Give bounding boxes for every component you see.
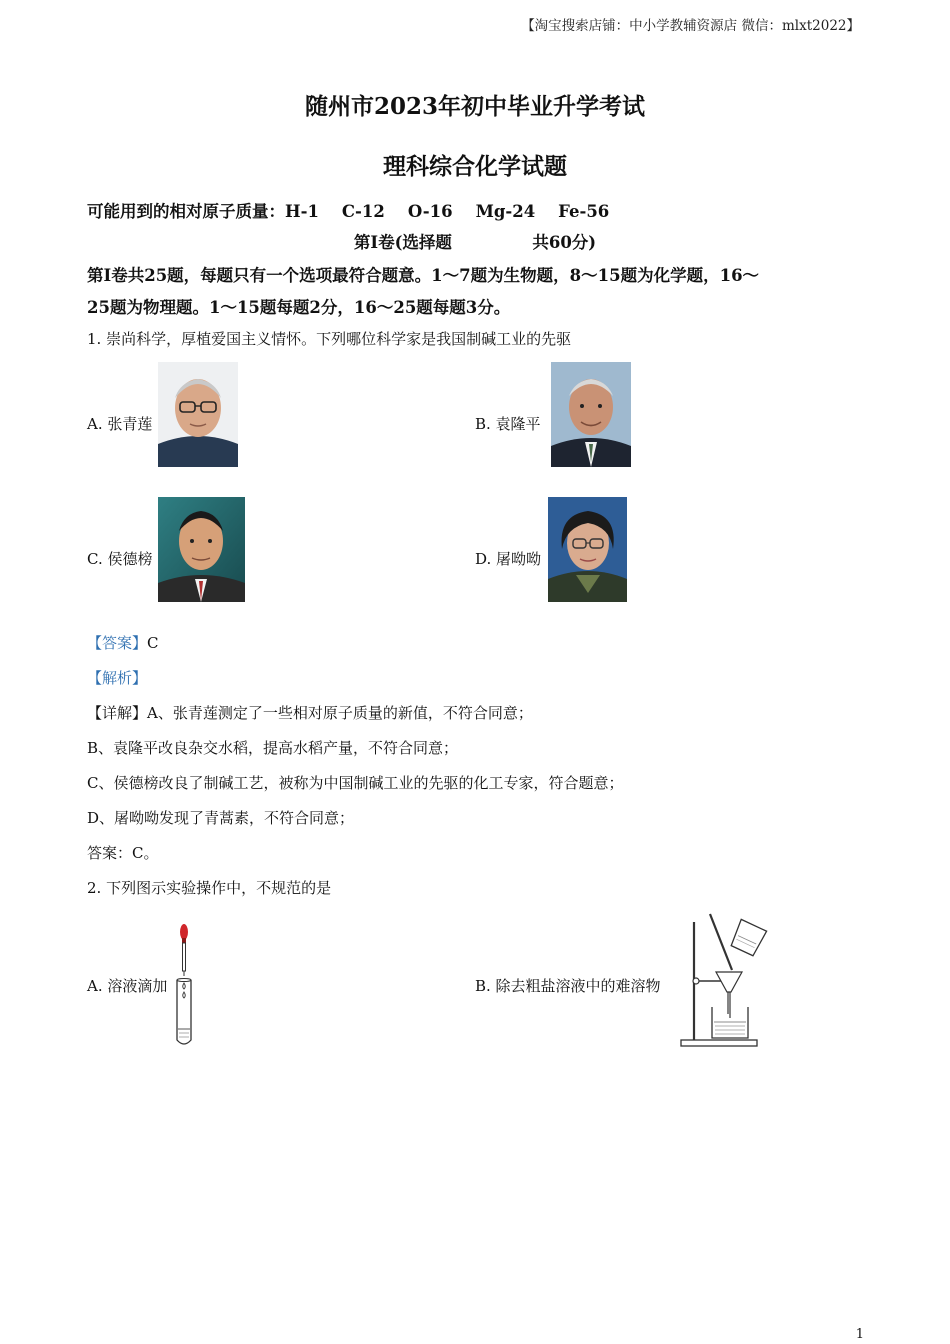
portrait-hou-debang <box>158 497 245 602</box>
q1-detail-a <box>87 702 533 723</box>
q1-detail-d: D、屠呦呦发现了青蒿素，不符合同意； <box>87 809 355 827</box>
analysis-tag: 【解析】 <box>87 669 148 687</box>
q2-stem: 2. 下列图示实验操作中，不规范的是 <box>87 879 332 897</box>
portrait-tu-youyou <box>548 497 627 602</box>
detail-a-text: A、张青莲测定了一些相对原子质量的新值，不符合同意； <box>147 704 533 722</box>
atomic-masses: 可能用到的相对原子质量：H-1 C-12 O-16 Mg-24 Fe-56 <box>87 202 610 221</box>
q2-option-a: A. 溶液滴加 <box>87 977 168 995</box>
portrait-zhang-qinglian <box>158 362 238 467</box>
instructions-line-2: 25题为物理题。1～15题每题2分，16～25题每题3分。 <box>87 298 511 317</box>
q1-option-d: D. 屠呦呦 <box>475 550 542 568</box>
q1-option-c: C. 侯德榜 <box>87 550 153 568</box>
answer-tag: 【答案】 <box>87 634 148 652</box>
q1-detail-c: C、侯德榜改良了制碱工艺，被称为中国制碱工业的先驱的化工专家，符合题意； <box>87 774 624 792</box>
exam-subtitle: 理科综合化学试题 <box>383 153 567 180</box>
answer-value: C <box>147 634 159 652</box>
instructions-line-1: 第Ⅰ卷共25题，每题只有一个选项最符合题意。1～7题为生物题，8～15题为化学题，16～ <box>87 266 760 285</box>
q1-answer <box>87 632 159 653</box>
q1-conclusion: 答案：C。 <box>87 844 159 862</box>
header-note: 【淘宝搜索店铺：中小学教辅资源店 微信：mlxt2022】 <box>521 18 860 34</box>
detail-tag: 【详解】 <box>87 704 148 722</box>
q1-detail-b: B、袁隆平改良杂交水稻，提高水稻产量，不符合同意； <box>87 739 459 757</box>
q1-stem: 1. 崇尚科学，厚植爱国主义情怀。下列哪位科学家是我国制碱工业的先驱 <box>87 330 572 348</box>
exam-title: 随州市2023年初中毕业升学考试 <box>304 93 645 120</box>
page-number: 1 <box>855 1327 864 1342</box>
section-title: 第Ⅰ卷(选择题 共60分) <box>353 233 597 252</box>
q1-option-a: A. 张青莲 <box>87 415 153 433</box>
portrait-yuan-longping <box>551 362 631 467</box>
q1-option-b: B. 袁隆平 <box>475 415 541 433</box>
q2-option-b: B. 除去粗盐溶液中的难溶物 <box>475 977 661 995</box>
dropper-test-tube-diagram <box>168 920 200 1050</box>
filtration-apparatus-diagram <box>678 910 770 1050</box>
